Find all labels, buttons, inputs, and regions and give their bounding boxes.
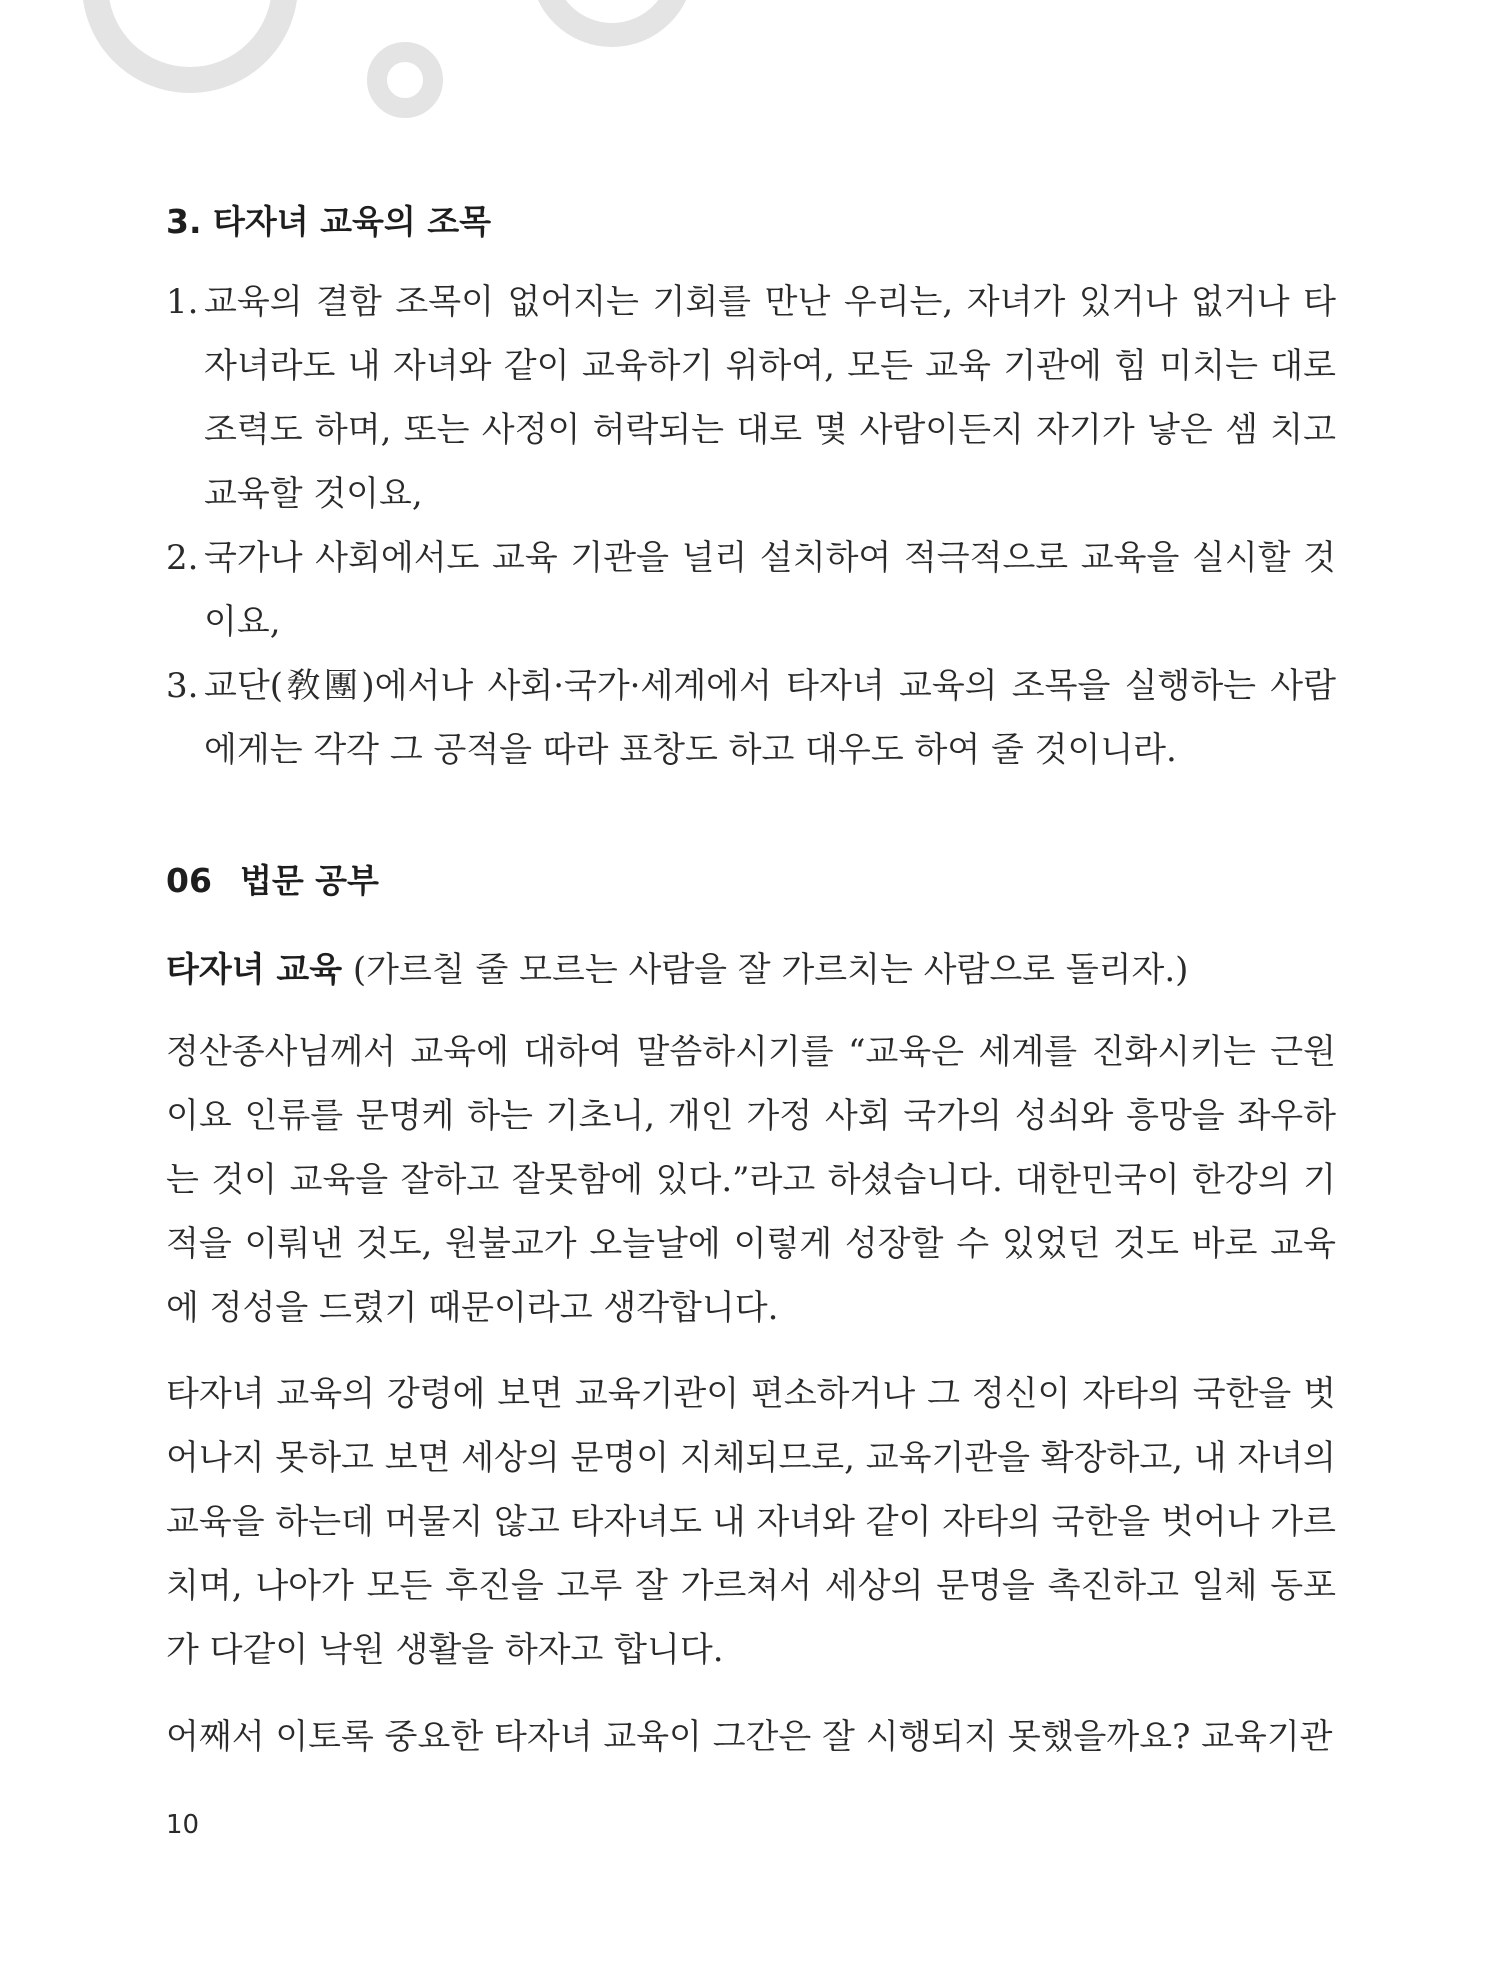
body-paragraph: 타자녀 교육의 강령에 보면 교육기관이 편소하거나 그 정신이 자타의 국한을 벗어나지 못하고 보면 세상의 문명이 지체되므로, 교육기관을 확장하고, 내 자녀의 교육을 하는데 머물지 않고 타자녀도 내 자녀와 같이 자타의 국한을 벗어나 가르치며, 나아가 모든 후진을 고루 잘 가르쳐서 세상의 문명을 촉진하고 일체 동포가 다같이 낙원 생활을 하자고 합니다. <box>166 1374 1336 1670</box>
lesson-number: 06 <box>166 861 212 900</box>
list-item <box>166 526 1336 654</box>
small-circle-decoration <box>377 52 433 108</box>
list-item-number: 1. <box>166 282 199 322</box>
list-item-number: 3. <box>166 666 199 706</box>
list-item <box>166 654 1336 782</box>
decorative-circles <box>0 0 1500 140</box>
list-item-text: 교육의 결함 조목이 없어지는 기회를 만난 우리는, 자녀가 있거나 없거나 타자녀라도 내 자녀와 같이 교육하기 위하여, 모든 교육 기관에 힘 미치는 대로 조력도 하며, 또는 사정이 허락되는 대로 몇 사람이든지 자기가 낳은 셈 치고 교육할 것이요, <box>204 282 1336 514</box>
page-number: 10 <box>166 1810 200 1840</box>
body-paragraph: 정산종사님께서 교육에 대하여 말씀하시기를 “교육은 세계를 진화시키는 근원이요 인류를 문명케 하는 기초니, 개인 가정 사회 국가의 성쇠와 흥망을 좌우하는 것이 교육을 잘하고 잘못함에 있다.”라고 하셨습니다. 대한민국이 한강의 기적을 이뤄낸 것도, 원불교가 오늘날에 이렇게 성장할 수 있었던 것도 바로 교육에 정성을 드렸기 때문이라고 생각합니다. <box>166 1032 1336 1328</box>
list-item-number: 2. <box>166 538 199 578</box>
lesson-heading <box>166 855 379 902</box>
list-item-text: 교단(敎團)에서나 사회·국가·세계에서 타자녀 교육의 조목을 실행하는 사람에게는 각각 그 공적을 따라 표창도 하고 대우도 하여 줄 것이니라. <box>204 666 1336 770</box>
lesson-subheading <box>166 938 1336 1002</box>
section-title: 3. 타자녀 교육의 조목 <box>166 202 491 241</box>
large-circle-decoration <box>95 0 285 80</box>
article-list <box>166 270 1336 782</box>
body-paragraph: 어째서 이토록 중요한 타자녀 교육이 그간은 잘 시행되지 못했을까요? 교육기관 <box>166 1717 1333 1757</box>
subhead-bold: 타자녀 교육 <box>166 950 343 990</box>
lesson-title: 법문 공부 <box>239 861 379 900</box>
subhead-note: (가르칠 줄 모르는 사람을 잘 가르치는 사람으로 돌리자.) <box>352 950 1189 990</box>
list-item <box>166 270 1336 526</box>
list-item-text: 국가나 사회에서도 교육 기관을 널리 설치하여 적극적으로 교육을 실시할 것이요, <box>204 538 1336 642</box>
medium-circle-decoration <box>542 0 682 35</box>
